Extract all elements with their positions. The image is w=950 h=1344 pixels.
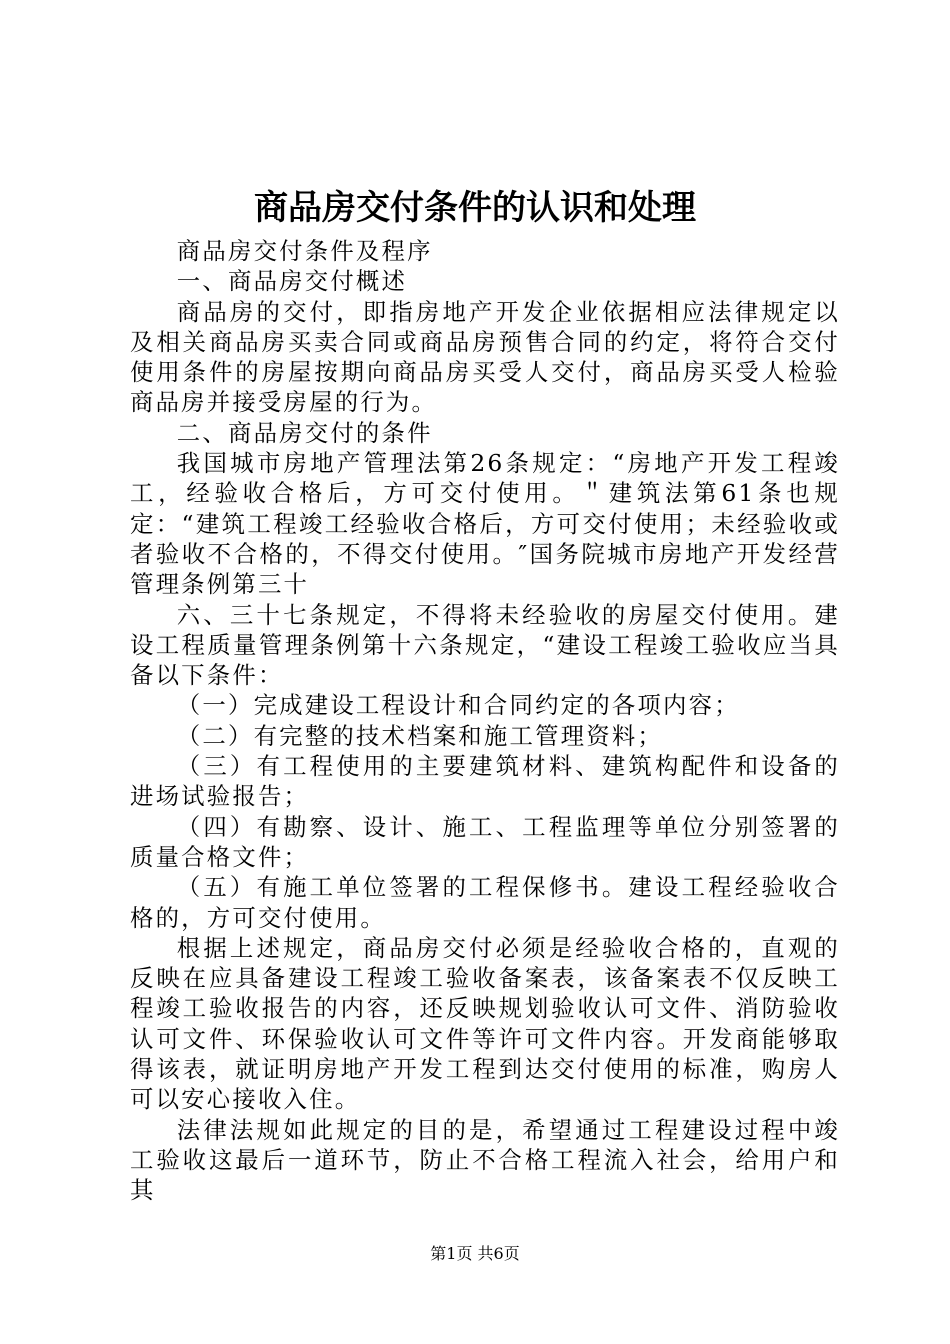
paragraph-condition-2: （二）有完整的技术档案和施工管理资料； [176, 721, 664, 750]
paragraph-condition-3: （三）有工程使用的主要建筑材料、建筑构配件和设备的进场试验报告； [130, 752, 840, 811]
document-title: 商品房交付条件的认识和处理 [254, 188, 696, 228]
page-footer: 第1页 共6页 [430, 1244, 520, 1263]
paragraph-heading-2: 二、商品房交付的条件 [176, 418, 433, 447]
paragraph-analysis: 根据上述规定，商品房交付必须是经验收合格的，直观的反映在应具备建设工程竣工验收备案表，该备案表不仅反映工程竣工验收报告的内容，还反映规划验收认可文件、消防验收认可文件、环保验收认可文件等许可文件内容。开发商能够取得该表，就证明房地产开发工程到达交付使用的标准，购房人可以安心接收入住。 [130, 933, 840, 1114]
paragraph-condition-1: （一）完成建设工程设计和合同约定的各项内容； [176, 691, 740, 720]
paragraph-purpose: 法律法规如此规定的目的是，希望通过工程建设过程中竣工验收这最后一道环节，防止不合格工程流入社会，给用户和其 [130, 1115, 840, 1205]
paragraph-law-articles: 我国城市房地产管理法第26条规定：“房地产开发工程竣工，经验收合格后，方可交付使用。＂建筑法第61条也规定：“建筑工程竣工经验收合格后，方可交付使用；未经验收或者验收不合格的，不得交付使用。″国务院城市房地产开发经营管理条例第三十 [130, 449, 840, 599]
paragraph-regulation: 六、三十七条规定，不得将未经验收的房屋交付使用。建设工程质量管理条例第十六条规定，“建设工程竣工验收应当具备以下条件： [130, 600, 840, 690]
paragraph-condition-4: （四）有勘察、设计、施工、工程监理等单位分别签署的质量合格文件； [130, 812, 840, 871]
paragraph-overview: 商品房的交付，即指房地产开发企业依据相应法律规定以及相关商品房买卖合同或商品房预售合同的约定，将符合交付使用条件的房屋按期向商品房买受人交付，商品房买受人检验商品房并接受房屋的行为。 [130, 297, 840, 417]
paragraph-condition-5: （五）有施工单位签署的工程保修书。建设工程经验收合格的，方可交付使用。 [130, 873, 840, 932]
paragraph-subtitle: 商品房交付条件及程序 [176, 237, 433, 265]
document-body [130, 236, 840, 1206]
paragraph-heading-1: 一、商品房交付概述 [176, 267, 408, 296]
